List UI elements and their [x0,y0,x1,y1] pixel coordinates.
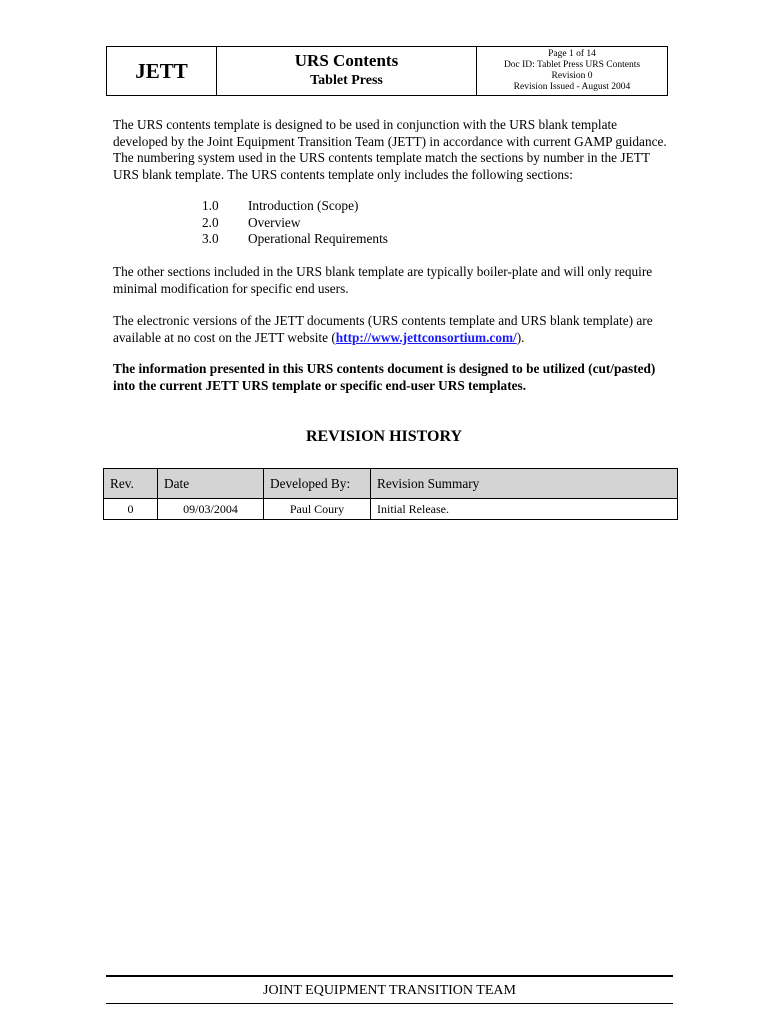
cell-summary: Initial Release. [371,499,678,520]
sections-list [202,198,388,248]
electronic-text-before: The electronic versions of the JETT documents (URS contents template and URS blank template) are available at no cost on the JETT website ( [113,313,653,345]
electronic-text-after: ). [516,329,525,345]
footer-text: JOINT EQUIPMENT TRANSITION TEAM [263,983,516,998]
section-number: 1.0 [202,198,219,213]
section-label: Overview [248,214,301,230]
page-number: Page 1 of 14 [548,49,596,59]
revision-issued: Revision Issued - August 2004 [513,82,631,92]
footer-rule-top [106,975,673,977]
doc-id: Doc ID: Tablet Press URS Contents [503,60,641,70]
list-item [202,215,388,232]
column-header-developed-by: Developed By: [264,469,371,499]
revision-history-table [103,468,678,520]
header-meta-block [477,47,667,95]
cell-developed-by: Paul Coury [264,499,371,520]
jett-logo: JETT [107,47,217,95]
cell-rev: 0 [104,499,158,520]
header-title-block [217,47,477,95]
column-header-date: Date [158,469,264,499]
footer-rule-bottom [106,1003,673,1004]
electronic-versions-paragraph [113,313,673,346]
list-item [202,198,388,215]
notice-paragraph: The information presented in this URS contents document is designed to be utilized (cut/pasted) into the current JETT URS template or specific end-user URS templates. [113,361,656,393]
table-header-row [104,469,678,499]
other-sections-paragraph: The other sections included in the URS blank template are typically boiler-plate and will only require minimal modification for specific end users. [113,264,653,296]
document-header [106,46,668,96]
section-label: Operational Requirements [248,231,388,246]
document-title: URS Contents [294,51,399,70]
cell-date: 09/03/2004 [158,499,264,520]
revision-history-heading: REVISION HISTORY [305,428,463,445]
table-row [104,499,678,520]
revision-label: Revision 0 [551,71,593,81]
section-label: Introduction (Scope) [248,198,359,213]
list-item [202,231,388,248]
intro-paragraph: The URS contents template is designed to be used in conjunction with the URS blank template developed by the Joint Equipment Transition Team (JETT) in accordance with current GAMP guidance. The numbering system used in the URS contents template match the sections by number in the JETT URS blank template. The URS contents template only includes the following sections: [113,117,667,182]
column-header-summary: Revision Summary [371,469,678,499]
section-number: 3.0 [202,231,219,246]
section-number: 2.0 [202,214,219,230]
jett-website-link[interactable]: http://www.jettconsortium.com/ [335,329,517,345]
column-header-rev: Rev. [104,469,158,499]
document-subtitle: Tablet Press [310,73,383,88]
